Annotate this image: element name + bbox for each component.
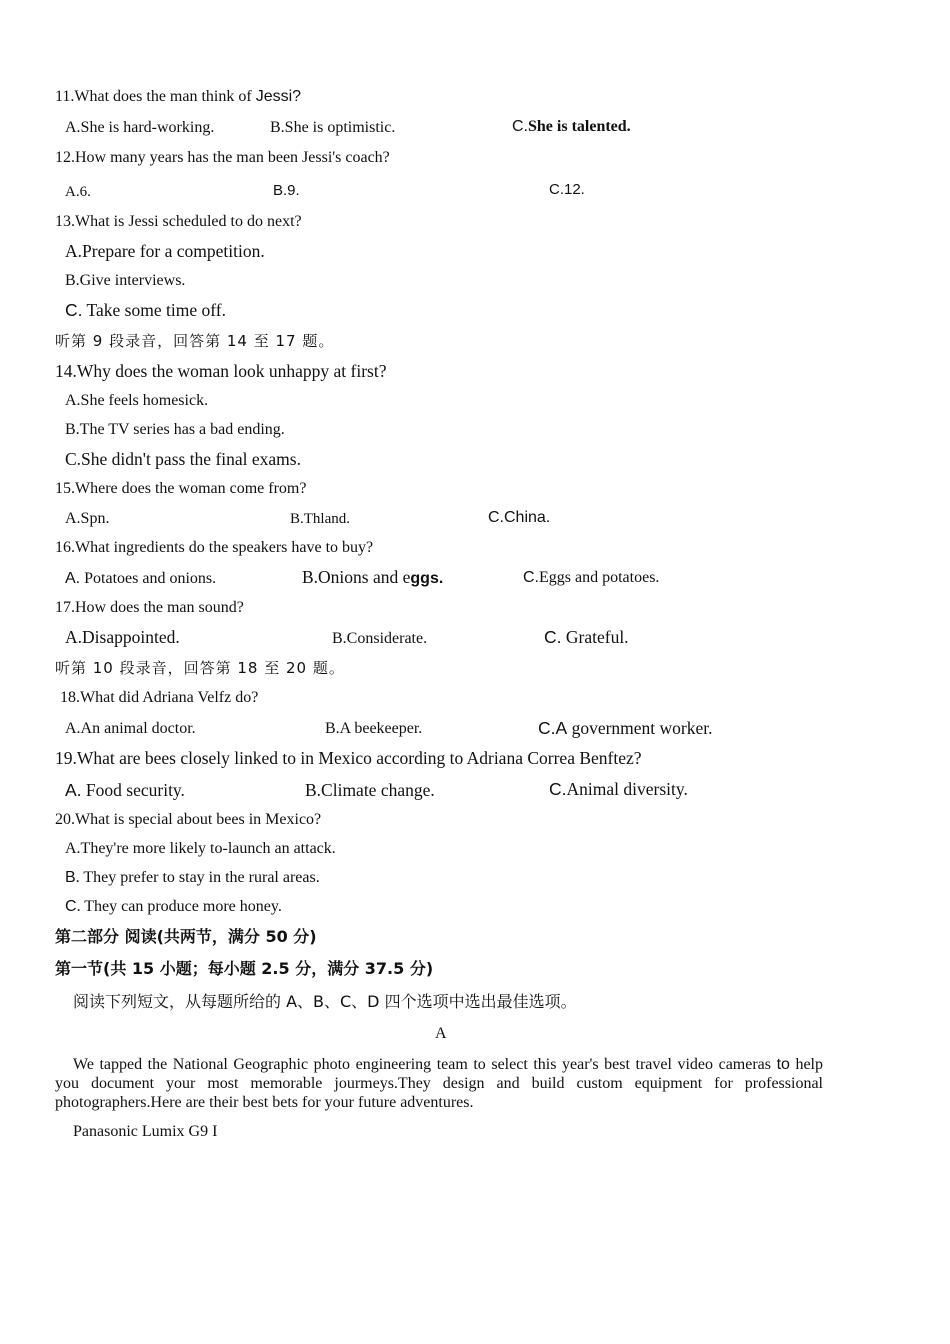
section-10-instruction: 听第 10 段录音，回答第 18 至 20 题。 bbox=[55, 659, 345, 677]
section-9-instruction: 听第 9 段录音，回答第 14 至 17 题。 bbox=[55, 332, 335, 350]
q19-option-a[interactable]: A. Food security. bbox=[65, 780, 185, 800]
q15-option-b[interactable]: B.Thland. bbox=[290, 511, 350, 527]
q11-option-b[interactable]: B.She is optimistic. bbox=[270, 119, 396, 136]
q16-option-c[interactable]: C.Eggs and potatoes. bbox=[523, 569, 660, 586]
q20-option-a[interactable]: A.They're more likely to-launch an attack. bbox=[65, 840, 336, 857]
section-1-heading: 第一节(共 15 小题；每小题 2.5 分，满分 37.5 分) bbox=[55, 959, 434, 978]
passage-letter: A bbox=[435, 1025, 447, 1042]
q19-option-c[interactable]: C.Animal diversity. bbox=[549, 779, 688, 799]
q13-option-b[interactable]: B.Give interviews. bbox=[65, 272, 186, 289]
q15-option-c[interactable]: C.China. bbox=[488, 509, 551, 526]
q20-option-c[interactable]: C. They can produce more honey. bbox=[65, 898, 282, 915]
question-13-stem: 13.What is Jessi scheduled to do next? bbox=[55, 213, 302, 230]
q12-option-a[interactable]: A.6. bbox=[65, 184, 91, 200]
question-11-stem: 11.What does the man think of Jessi? bbox=[55, 88, 302, 105]
q19-option-b[interactable]: B.Climate change. bbox=[305, 780, 435, 800]
q12-option-b[interactable]: B.9. bbox=[273, 182, 300, 199]
passage-paragraph: We tapped the National Geographic photo engineering team to select this year's best travel video cameras to help you document your most memorable jourmeys.They design and build custom equipment for professional photographers.Here are their best bets for your future adventures. bbox=[55, 1056, 824, 1111]
question-18-stem: 18.What did Adriana Velfz do? bbox=[60, 689, 259, 706]
q16-option-a[interactable]: A. Potatoes and onions. bbox=[65, 570, 217, 587]
q14-option-b[interactable]: B.The TV series has a bad ending. bbox=[65, 421, 285, 438]
q20-option-b[interactable]: B. They prefer to stay in the rural areas. bbox=[65, 869, 320, 886]
q17-option-a[interactable]: A.Disappointed. bbox=[65, 627, 180, 647]
q17-option-b[interactable]: B.Considerate. bbox=[332, 630, 428, 647]
q18-option-c[interactable]: C.A government worker. bbox=[538, 718, 713, 738]
q14-option-a[interactable]: A.She feels homesick. bbox=[65, 392, 209, 409]
part-2-heading: 第二部分 阅读(共两节，满分 50 分) bbox=[55, 927, 317, 946]
q18-option-b[interactable]: B.A beekeeper. bbox=[325, 720, 423, 737]
q11-option-a[interactable]: A.She is hard-working. bbox=[65, 119, 215, 136]
passage-subheading: Panasonic Lumix G9 I bbox=[73, 1123, 218, 1140]
q18-option-a[interactable]: A.An animal doctor. bbox=[65, 720, 196, 737]
q17-option-c[interactable]: C. Grateful. bbox=[544, 627, 629, 647]
reading-instruction: 阅读下列短文，从每题所给的 A、B、C、D 四个选项中选出最佳选项。 bbox=[73, 992, 577, 1011]
q15-option-a[interactable]: A.Spn. bbox=[65, 510, 110, 527]
question-12-stem: 12.How many years has the man been Jessi's coach? bbox=[55, 149, 390, 166]
q11-option-c[interactable]: C.She is talented. bbox=[512, 118, 631, 135]
q16-option-b[interactable]: B.Onions and eggs. bbox=[302, 567, 444, 587]
q13-option-a[interactable]: A.Prepare for a competition. bbox=[65, 241, 265, 261]
question-20-stem: 20.What is special about bees in Mexico? bbox=[55, 811, 322, 828]
question-14-stem: 14.Why does the woman look unhappy at first? bbox=[55, 361, 387, 381]
q14-option-c[interactable]: C.She didn't pass the final exams. bbox=[65, 449, 301, 469]
q13-option-c[interactable]: C. Take some time off. bbox=[65, 300, 226, 320]
question-19-stem: 19.What are bees closely linked to in Mexico according to Adriana Correa Benftez? bbox=[55, 748, 642, 768]
q12-option-c[interactable]: C.12. bbox=[549, 181, 585, 198]
question-17-stem: 17.How does the man sound? bbox=[55, 599, 244, 616]
question-16-stem: 16.What ingredients do the speakers have to buy? bbox=[55, 539, 374, 556]
question-15-stem: 15.Where does the woman come from? bbox=[55, 480, 307, 497]
